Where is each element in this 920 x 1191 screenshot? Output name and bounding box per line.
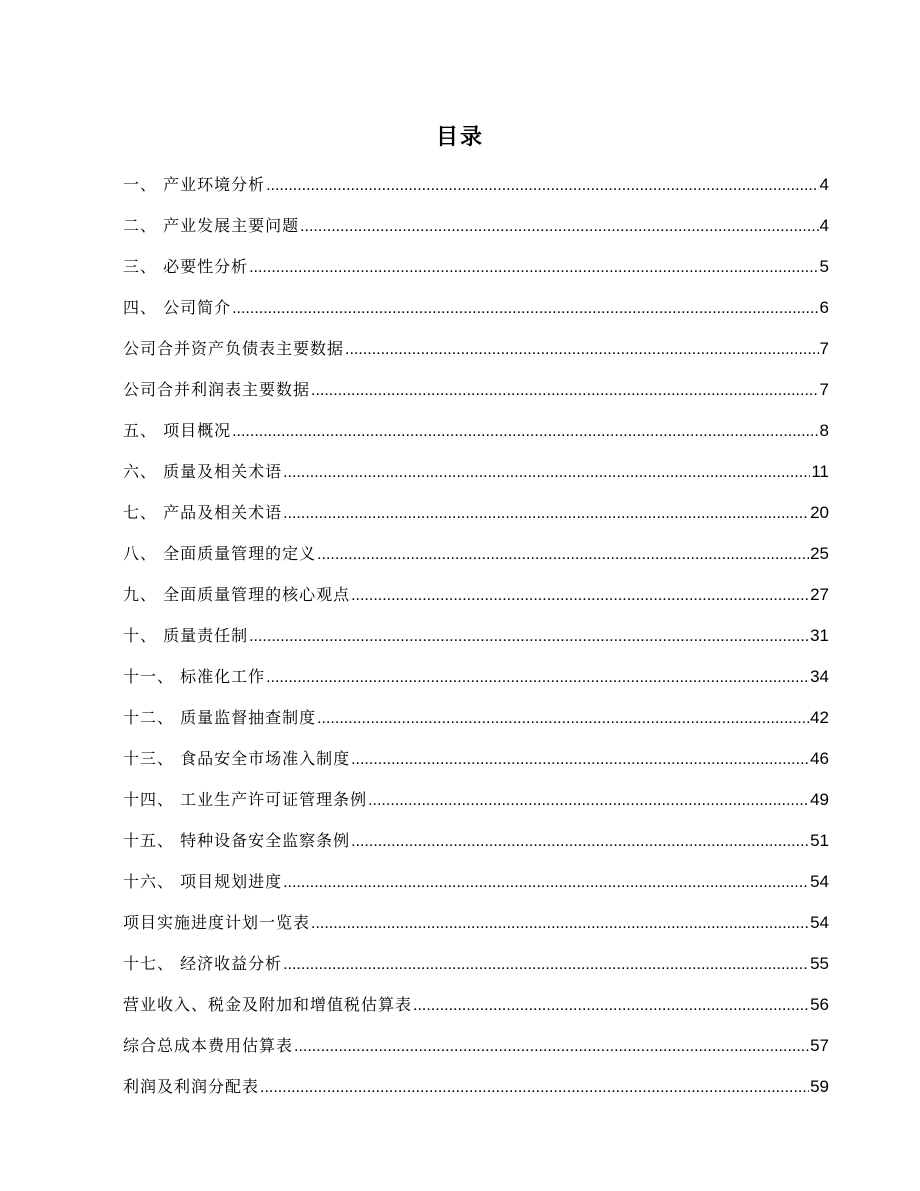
toc-entry-label: 八、 全面质量管理的定义 [123,544,317,563]
toc-entry-label: 公司合并利润表主要数据 [123,380,311,399]
toc-entry[interactable] [123,705,829,746]
toc-entry-label: 六、 质量及相关术语 [123,462,283,481]
toc-entry-page-number: 34 [810,667,829,686]
toc-entry[interactable] [123,828,829,869]
toc-entry[interactable] [123,213,829,254]
toc-entry[interactable] [123,623,829,664]
toc-entry-label: 五、 项目概况 [123,421,232,440]
toc-entry-page-number: 7 [819,380,829,399]
toc-entry-label: 十一、 标准化工作 [123,667,266,686]
toc-entry-page-number: 51 [810,831,829,850]
toc-entry-page-number: 5 [819,257,829,276]
toc-dot-leader [232,300,818,318]
toc-entry-page-number: 42 [810,708,829,727]
toc-entry[interactable] [123,582,829,623]
toc-entry-label: 一、 产业环境分析 [123,175,266,194]
toc-entry[interactable] [123,254,829,295]
toc-entry-page-number: 25 [810,544,829,563]
toc-dot-leader [351,833,809,851]
toc-entry[interactable] [123,951,829,992]
toc-dot-leader [266,669,809,687]
toc-dot-leader [311,915,809,933]
toc-entry-label: 营业收入、税金及附加和增值税估算表 [123,995,413,1014]
toc-dot-leader [283,874,809,892]
toc-dot-leader [351,587,809,605]
toc-entry[interactable] [123,787,829,828]
toc-entry-label: 十、 质量责任制 [123,626,249,645]
toc-dot-leader [232,423,818,441]
toc-entry-page-number: 27 [810,585,829,604]
toc-dot-leader [317,710,809,728]
toc-dot-leader [283,956,809,974]
toc-entry-label: 二、 产业发展主要问题 [123,216,300,235]
toc-entry[interactable] [123,541,829,582]
toc-entry[interactable] [123,664,829,705]
toc-entry-page-number: 54 [810,913,829,932]
toc-entry-page-number: 20 [810,503,829,522]
toc-dot-leader [249,628,809,646]
table-of-contents [123,172,829,1115]
toc-entry-label: 十五、 特种设备安全监察条例 [123,831,351,850]
toc-entry-label: 利润及利润分配表 [123,1077,260,1096]
toc-entry[interactable] [123,1033,829,1074]
toc-entry[interactable] [123,336,829,377]
toc-dot-leader [260,1079,809,1097]
toc-entry[interactable] [123,869,829,910]
toc-entry-label: 十四、 工业生产许可证管理条例 [123,790,368,809]
toc-entry-label: 三、 必要性分析 [123,257,249,276]
toc-entry-page-number: 4 [819,175,829,194]
toc-entry-page-number: 54 [810,872,829,891]
toc-dot-leader [300,218,818,236]
toc-entry-page-number: 46 [810,749,829,768]
toc-entry-page-number: 56 [810,995,829,1014]
toc-entry-label: 九、 全面质量管理的核心观点 [123,585,351,604]
toc-entry-label: 公司合并资产负债表主要数据 [123,339,345,358]
toc-dot-leader [311,382,819,400]
toc-dot-leader [368,792,809,810]
toc-entry-label: 十三、 食品安全市场准入制度 [123,749,351,768]
toc-entry[interactable] [123,992,829,1033]
toc-dot-leader [294,1038,809,1056]
toc-entry-page-number: 7 [819,339,829,358]
toc-entry[interactable] [123,459,829,500]
toc-dot-leader [266,177,818,195]
toc-entry-label: 十七、 经济收益分析 [123,954,283,973]
toc-entry-label: 七、 产品及相关术语 [123,503,283,522]
toc-entry-page-number: 55 [810,954,829,973]
toc-dot-leader [351,751,809,769]
toc-entry-page-number: 59 [810,1077,829,1096]
toc-dot-leader [317,546,809,564]
toc-entry-page-number: 49 [810,790,829,809]
toc-entry-page-number: 4 [819,216,829,235]
toc-dot-leader [283,505,809,523]
toc-entry[interactable] [123,418,829,459]
page-title: 目录 [435,125,484,150]
toc-dot-leader [249,259,818,277]
toc-dot-leader [345,341,819,359]
toc-entry[interactable] [123,910,829,951]
toc-entry-page-number: 8 [819,421,829,440]
toc-entry-page-number: 57 [810,1036,829,1055]
toc-entry-label: 十六、 项目规划进度 [123,872,283,891]
toc-entry-page-number: 11 [811,462,829,481]
toc-entry[interactable] [123,1074,829,1115]
toc-entry[interactable] [123,377,829,418]
toc-dot-leader [413,997,809,1015]
toc-entry[interactable] [123,295,829,336]
toc-dot-leader [283,464,810,482]
toc-entry[interactable] [123,172,829,213]
toc-entry[interactable] [123,746,829,787]
toc-entry[interactable] [123,500,829,541]
toc-entry-page-number: 6 [819,298,829,317]
toc-entry-label: 四、 公司简介 [123,298,232,317]
toc-entry-page-number: 31 [810,626,829,645]
toc-entry-label: 综合总成本费用估算表 [123,1036,294,1055]
toc-entry-label: 项目实施进度计划一览表 [123,913,311,932]
toc-entry-label: 十二、 质量监督抽查制度 [123,708,317,727]
